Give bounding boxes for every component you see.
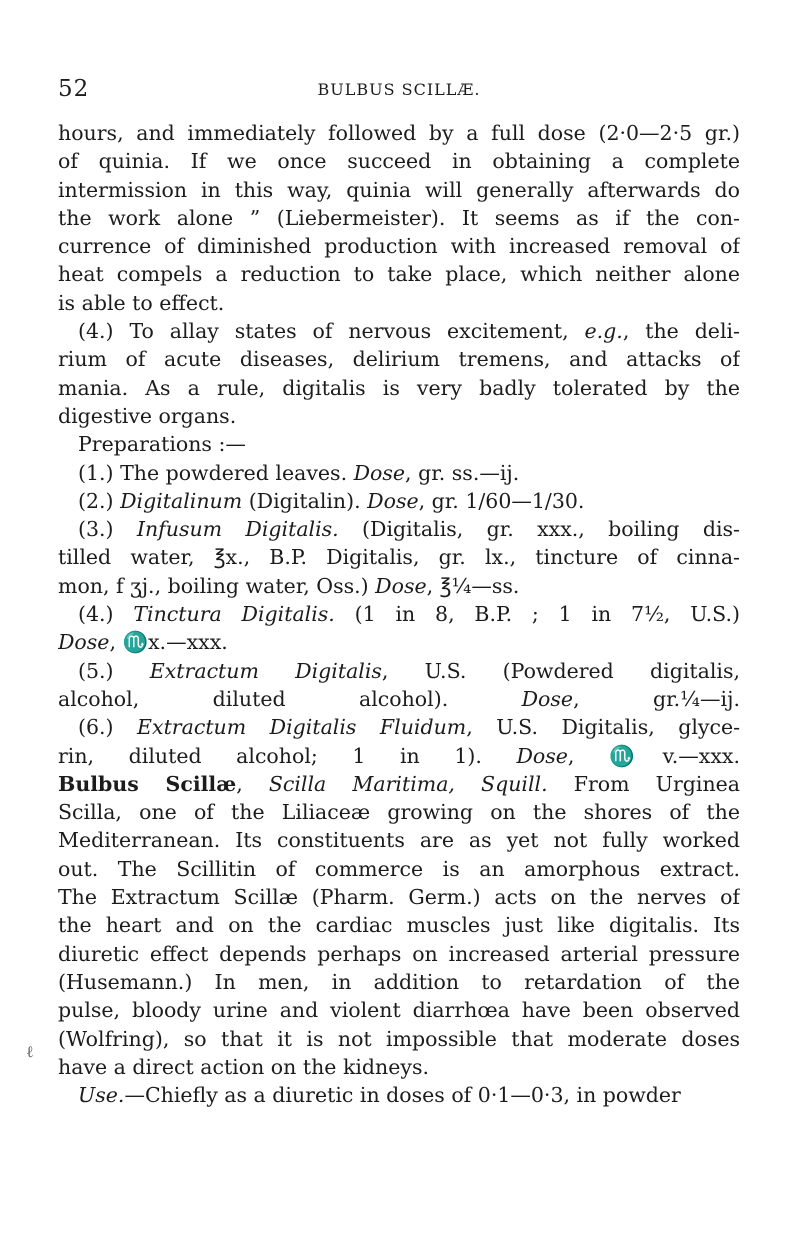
text-line xyxy=(58,1081,740,1109)
text-line xyxy=(58,147,740,175)
text-line xyxy=(58,1053,740,1081)
text-segment: (Husemann.) In men, in addition to retardation of the xyxy=(58,969,740,994)
text-segment: , U.S. (Powdered digitalis, xyxy=(381,658,740,683)
text-segment: have a direct action on the kidneys. xyxy=(58,1054,430,1079)
text-segment: , ♏x.—xxx. xyxy=(109,630,228,655)
running-head: BULBUS SCILLÆ. xyxy=(317,80,481,99)
text-segment: currence of diminished production with increased removal of xyxy=(58,234,740,259)
text-segment: tilled water, ℥x., B.P. Digitalis, gr. lx., tincture of cinna- xyxy=(58,545,740,570)
text-segment: , gr.¼—ij. xyxy=(573,686,740,711)
text-segment: mon, f ʒj., boiling water, Oss.) xyxy=(58,573,376,598)
text-line xyxy=(58,770,740,798)
text-segment: heat compels a reduction to take place, which neither alone xyxy=(58,262,740,287)
text-segment: (4.) To allay states of nervous excitement, xyxy=(78,319,585,344)
text-segment: , gr. ss.—ij. xyxy=(405,460,520,485)
text-line xyxy=(58,204,740,232)
text-segment: (2.) xyxy=(78,488,121,513)
text-line xyxy=(58,826,740,854)
text-line xyxy=(58,119,740,147)
text-segment: of quinia. If we once succeed in obtaining a complete xyxy=(58,149,740,174)
text-segment: alcohol, diluted alcohol). xyxy=(58,686,522,711)
text-segment: Bulbus Scillæ xyxy=(58,771,237,796)
text-segment: Scilla Maritima, Squill. xyxy=(268,771,548,796)
text-line xyxy=(58,430,740,458)
text-line xyxy=(58,232,740,260)
text-line xyxy=(58,883,740,911)
text-segment: , ♏v.—xxx. xyxy=(567,743,740,768)
text-segment: Extractum Digitalis Fluidum xyxy=(137,715,467,740)
text-segment: Dose xyxy=(367,488,419,513)
text-segment: Scilla, one of the Liliaceæ growing on the shores of the xyxy=(58,800,740,825)
text-segment: , the deli- xyxy=(622,319,740,344)
body-text xyxy=(58,119,740,1109)
text-line xyxy=(58,940,740,968)
text-segment: Digitalinum xyxy=(120,488,243,513)
text-segment: (3.) xyxy=(78,517,137,542)
text-segment: the heart and on the cardiac muscles just like digitalis. Its xyxy=(58,913,740,938)
text-line xyxy=(58,855,740,883)
text-segment: , ℥¼—ss. xyxy=(426,573,520,598)
text-segment: , xyxy=(236,771,269,796)
text-segment: From Urginea xyxy=(547,771,740,796)
text-segment: hours, and immediately followed by a full dose (2·0—2·5 gr.) xyxy=(58,121,740,145)
page-number: 52 xyxy=(58,76,90,102)
text-line xyxy=(58,260,740,288)
text-segment: (Digitalis, gr. xxx., boiling dis- xyxy=(338,517,740,542)
text-segment: Preparations :— xyxy=(78,432,246,457)
text-segment: intermission in this way, quinia will generally afterwards do xyxy=(58,177,740,202)
text-line xyxy=(58,685,740,713)
margin-pencil-mark: ℓ xyxy=(26,1042,34,1061)
text-segment: digestive organs. xyxy=(58,403,237,428)
text-segment: Dose xyxy=(375,573,427,598)
text-segment: Infusum Digitalis. xyxy=(136,517,339,542)
text-segment: (Wolfring), so that it is not impossible that moderate doses xyxy=(58,1026,740,1051)
text-segment: out. The Scillitin of commerce is an amorphous extract. xyxy=(58,856,740,881)
text-segment: (1.) The powdered leaves. xyxy=(78,460,354,485)
text-line xyxy=(58,572,740,600)
text-line xyxy=(58,798,740,826)
text-segment: (Digitalin). xyxy=(242,488,368,513)
text-segment: —Chiefly as a diuretic in doses of 0·1—0·3, in powder xyxy=(124,1083,681,1108)
text-segment: e.g. xyxy=(584,319,623,344)
text-segment: mania. As a rule, digitalis is very badly tolerated by the xyxy=(58,375,740,400)
text-segment: rin, diluted alcohol; 1 in 1). xyxy=(58,743,517,768)
text-segment: the work alone ” (Liebermeister). It seems as if the con- xyxy=(58,205,740,230)
text-segment: pulse, bloody urine and violent diarrhœa have been observed xyxy=(58,998,740,1023)
text-segment: The Extractum Scillæ (Pharm. Germ.) acts on the nerves of xyxy=(58,885,740,910)
text-segment: Use. xyxy=(78,1083,125,1108)
text-segment: Tinctura Digitalis. xyxy=(133,602,335,627)
text-line xyxy=(58,176,740,204)
text-segment: (5.) xyxy=(78,658,150,683)
text-segment: Mediterranean. Its constituents are as yet not fully worked xyxy=(58,828,740,853)
text-line xyxy=(58,968,740,996)
text-line xyxy=(58,459,740,487)
text-line xyxy=(58,487,740,515)
text-line xyxy=(58,374,740,402)
text-segment: is able to effect. xyxy=(58,290,225,315)
text-segment: (6.) xyxy=(78,715,138,740)
page-header xyxy=(58,76,740,106)
text-segment: Dose xyxy=(353,460,406,485)
text-segment: rium of acute diseases, delirium tremens, and attacks of xyxy=(58,347,740,372)
text-line xyxy=(58,515,740,543)
text-line xyxy=(58,402,740,430)
text-line xyxy=(58,317,740,345)
text-segment: Extractum Digitalis xyxy=(149,658,382,683)
text-line xyxy=(58,713,740,741)
text-line xyxy=(58,600,740,628)
text-segment: (4.) xyxy=(78,602,134,627)
text-line xyxy=(58,996,740,1024)
text-segment: Dose xyxy=(521,686,574,711)
text-line xyxy=(58,543,740,571)
text-segment: Dose xyxy=(516,743,568,768)
text-segment: , gr. 1/60—1/30. xyxy=(418,488,585,513)
text-segment: , U.S. Digitalis, glyce- xyxy=(466,715,740,740)
text-line xyxy=(58,1025,740,1053)
text-segment: diuretic effect depends perhaps on increased arterial pressure xyxy=(58,941,740,966)
text-line xyxy=(58,911,740,939)
text-segment: (1 in 8, B.P. ; 1 in 7½, U.S.) xyxy=(334,602,740,627)
text-line xyxy=(58,657,740,685)
text-line xyxy=(58,289,740,317)
text-line xyxy=(58,628,740,656)
text-line xyxy=(58,742,740,770)
text-line xyxy=(58,345,740,373)
text-segment: Dose xyxy=(58,630,110,655)
